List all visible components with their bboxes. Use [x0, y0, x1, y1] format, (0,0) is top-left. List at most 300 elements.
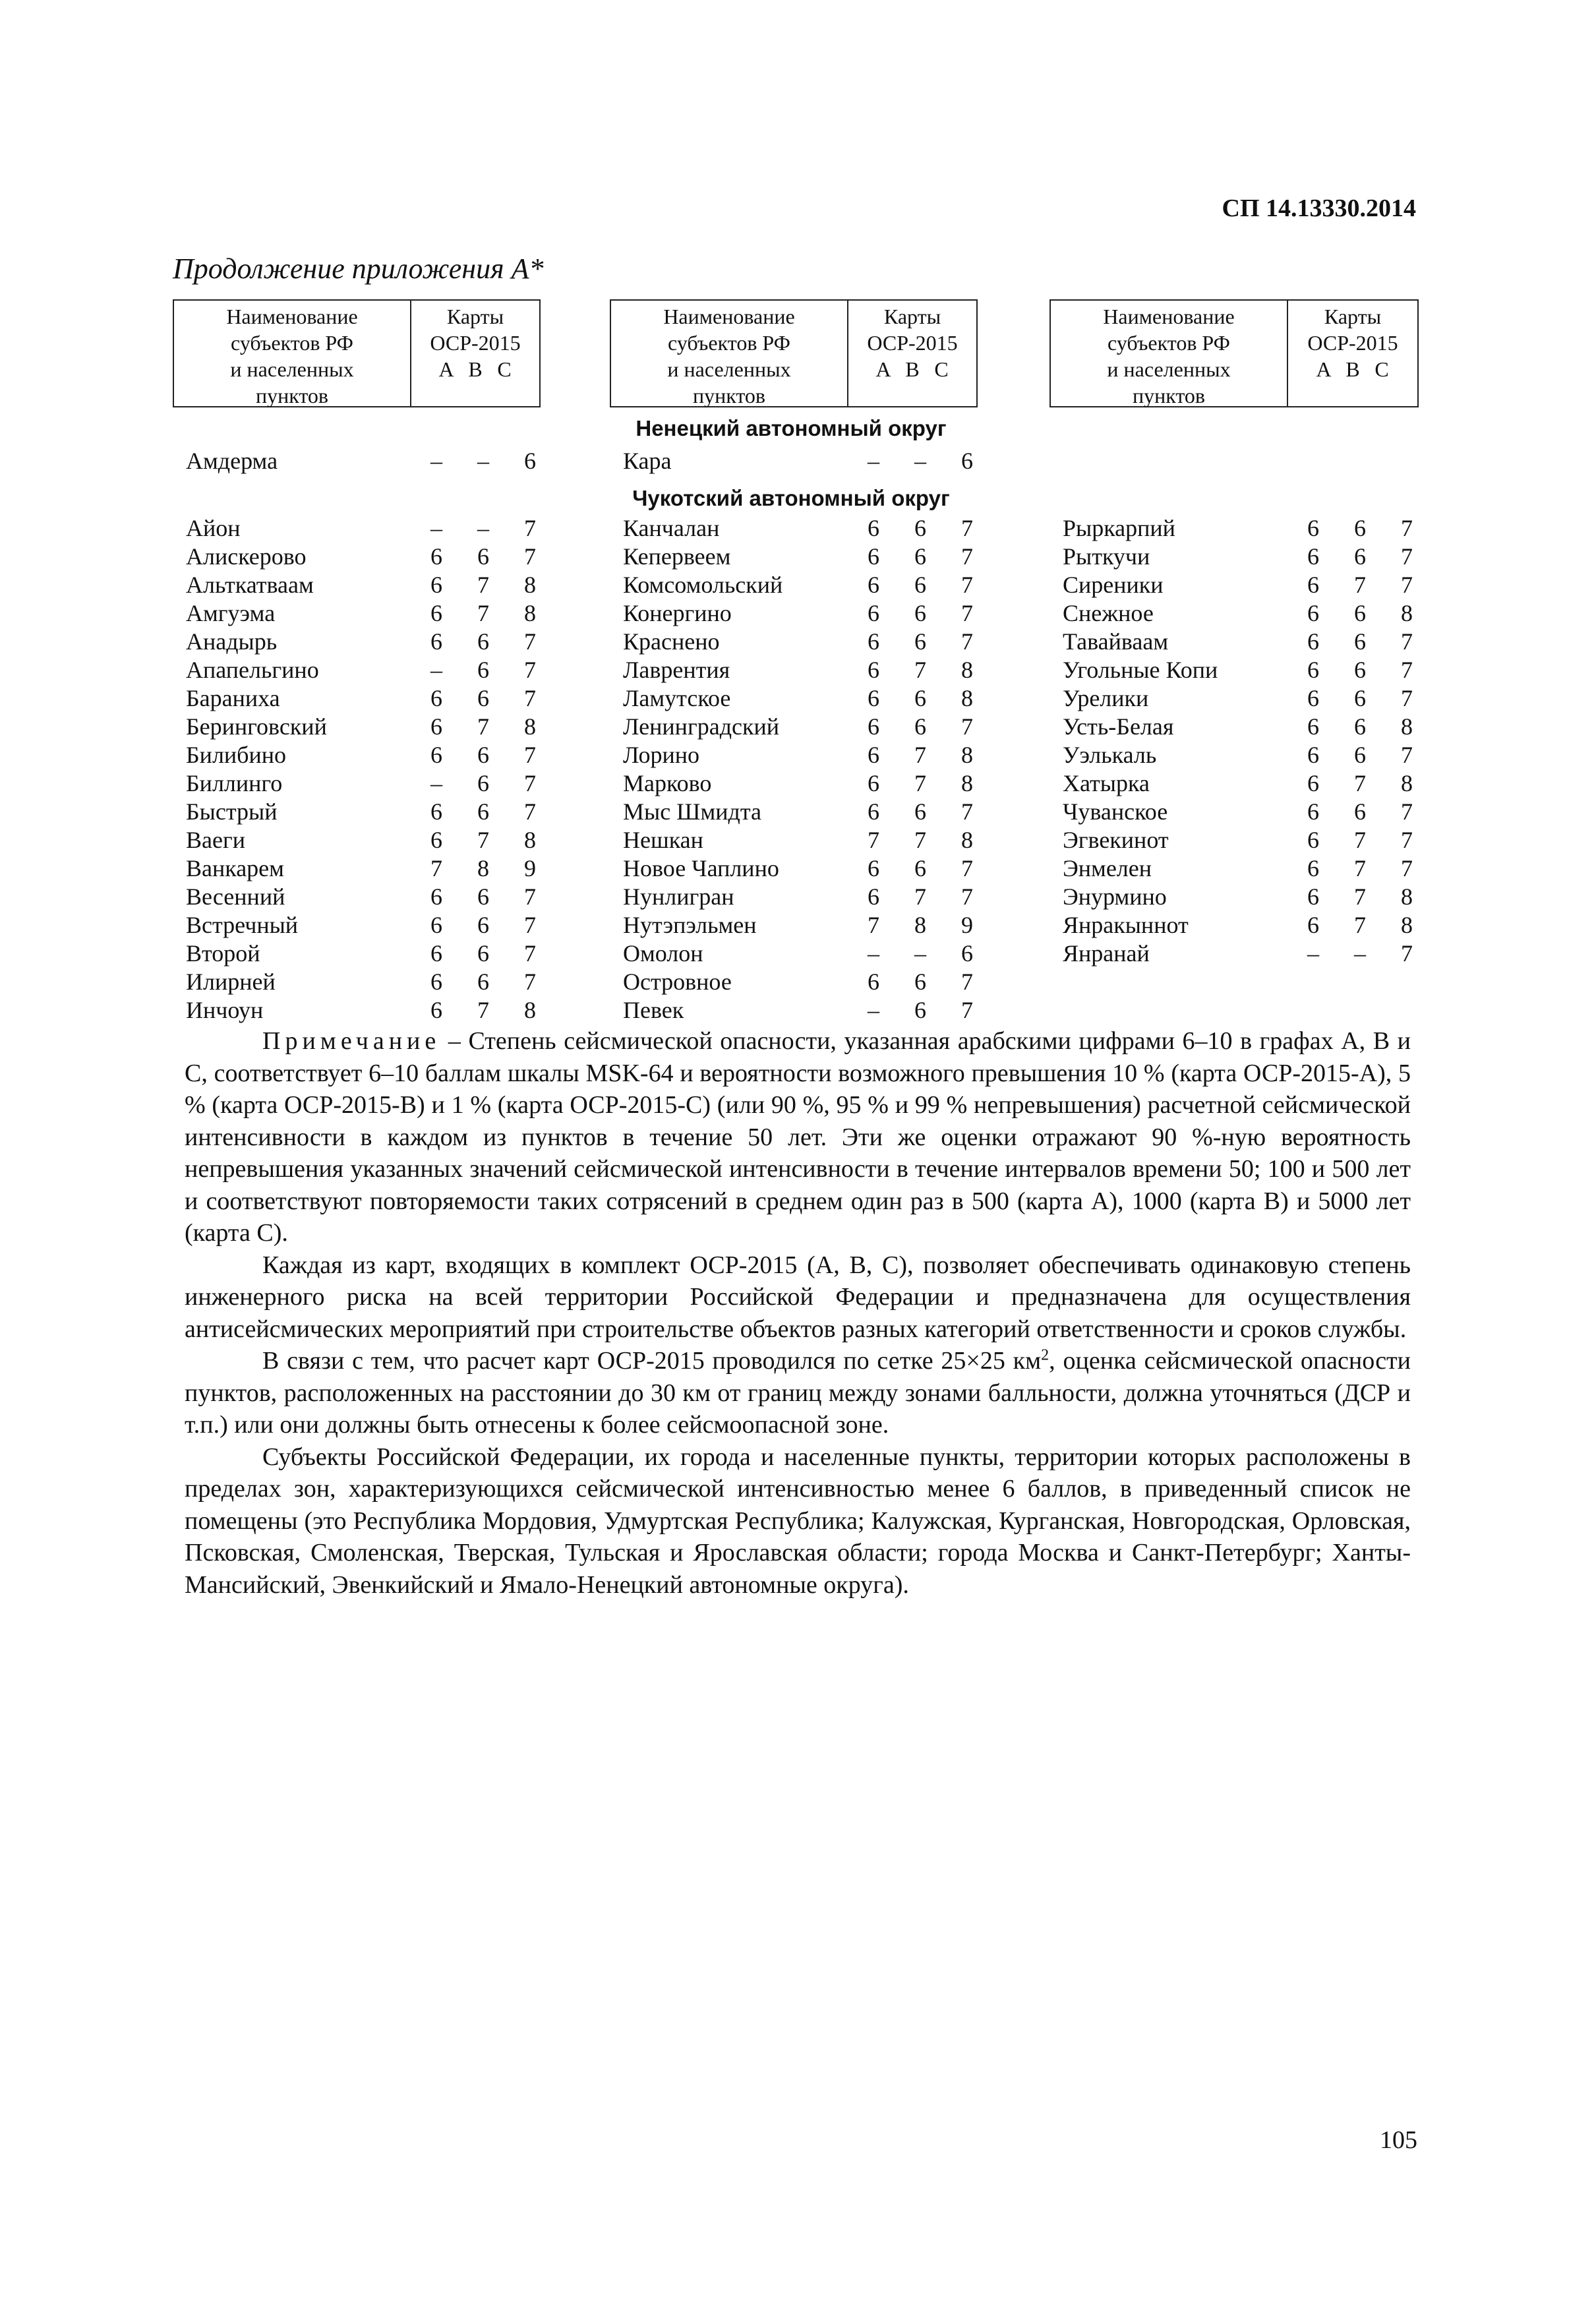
value-a: 6 [868, 855, 879, 881]
value-a: 6 [1307, 798, 1319, 825]
table-row [1063, 684, 1445, 713]
value-b: 7 [477, 572, 489, 598]
settlement-name: Нешкан [623, 827, 703, 853]
settlement-name: Кара [623, 448, 672, 474]
value-b: 6 [914, 997, 926, 1023]
table-row [1063, 741, 1445, 769]
value-b: – [1354, 940, 1366, 967]
value-b: 7 [914, 770, 926, 796]
value-b: 7 [1354, 883, 1366, 910]
value-b: 7 [914, 742, 926, 768]
table-row [623, 826, 1005, 854]
table-row [186, 447, 568, 475]
value-a: 6 [430, 628, 442, 655]
table-row [1063, 514, 1445, 543]
value-a: 6 [1307, 572, 1319, 598]
header-name-line: и населенных [667, 357, 791, 381]
note-paragraph-4: Субъекты Российской Федерации, их города и населенные пункты, территории которых расположены в пределах зон, характеризующихся сейсмической интенсивностью менее 6 баллов, в приведенный список не помещены (это Республика Мордовия, Удмуртская Республика; Калужская, Курганская, Новгородская, Орловская, Псковская, Смоленская, Тверская, Тульская и Ярославская области; города Москва и Санкт-Петербург; Ханты-Мансийский, Эвенкийский и Ямало-Ненецкий автономные округа). [185, 1443, 1411, 1599]
note-label: Примечание [262, 1027, 441, 1055]
value-c: 7 [524, 742, 536, 768]
settlement-name: Лаврентия [623, 657, 730, 683]
value-c: 7 [1401, 827, 1413, 853]
settlement-name: Энурмино [1063, 883, 1167, 910]
value-c: 7 [524, 969, 536, 995]
settlement-name: Быстрый [186, 798, 278, 825]
note-paragraph-3-end: , оценка сейсмической опасности пунктов, расположенных на расстоянии до 30 км от границ между зонами балльности, должна уточняться (ДСР и т.п.) или они должны быть отнесены к более сейсмоопасной зоне. [185, 1347, 1411, 1439]
value-b: 6 [1354, 543, 1366, 570]
table-row [186, 571, 568, 599]
value-a: 6 [1307, 742, 1319, 768]
value-b: 7 [1354, 855, 1366, 881]
settlement-name: Канчалан [623, 515, 720, 541]
value-a: 6 [868, 742, 879, 768]
value-c: 7 [524, 543, 536, 570]
value-c: 7 [1401, 798, 1413, 825]
settlement-name: Встречный [186, 912, 299, 938]
value-c: 7 [961, 855, 973, 881]
value-c: 7 [524, 883, 536, 910]
value-b: 7 [914, 657, 926, 683]
table-row [186, 911, 568, 940]
value-c: 7 [524, 770, 536, 796]
value-b: 6 [477, 912, 489, 938]
value-a: 6 [430, 600, 442, 626]
table-row [623, 883, 1005, 911]
table-row [186, 940, 568, 968]
settlement-name: Комсомольский [623, 572, 783, 598]
value-c: 9 [524, 855, 536, 881]
value-c: 7 [1401, 685, 1413, 711]
value-a: 6 [868, 685, 879, 711]
value-a: 6 [430, 997, 442, 1023]
value-c: 8 [1401, 600, 1413, 626]
header-name-line: Наименование [1103, 305, 1235, 328]
settlement-name: Тавайваам [1063, 628, 1169, 655]
header-name-line: пунктов [1132, 384, 1206, 407]
value-c: 8 [524, 827, 536, 853]
value-b: 6 [914, 798, 926, 825]
table-row [623, 514, 1005, 543]
settlement-name: Алискерово [186, 543, 307, 570]
table-row [623, 996, 1005, 1025]
table-header-3 [1049, 299, 1419, 407]
value-a: 7 [868, 827, 879, 853]
value-a: 6 [1307, 827, 1319, 853]
settlement-name: Марково [623, 770, 712, 796]
table-row [186, 968, 568, 996]
value-c: 8 [961, 770, 973, 796]
settlement-name: Амгуэма [186, 600, 276, 626]
page-number: 105 [1380, 2126, 1417, 2154]
table-row [623, 684, 1005, 713]
value-a: – [430, 770, 442, 796]
value-b: 6 [1354, 657, 1366, 683]
value-b: 7 [1354, 827, 1366, 853]
settlement-name: Илирней [186, 969, 276, 995]
settlement-name: Ванкарем [186, 855, 284, 881]
settlement-name: Ламутское [623, 685, 731, 711]
settlement-name: Беринговский [186, 713, 327, 740]
value-b: – [914, 940, 926, 967]
value-b: 7 [477, 997, 489, 1023]
table-row [623, 599, 1005, 628]
value-c: 8 [1401, 713, 1413, 740]
value-a: 6 [430, 798, 442, 825]
settlement-name: Омолон [623, 940, 703, 967]
settlement-name: Весенний [186, 883, 285, 910]
settlement-name: Энмелен [1063, 855, 1152, 881]
table-row [1063, 798, 1445, 826]
header-maps-line: Карты [1324, 305, 1382, 328]
table-row [623, 940, 1005, 968]
header-name-line: пунктов [255, 384, 329, 407]
settlement-name: Инчоун [186, 997, 264, 1023]
table-row [623, 628, 1005, 656]
value-c: 6 [961, 448, 973, 474]
value-c: 7 [1401, 515, 1413, 541]
settlement-name: Эгвекинот [1063, 827, 1169, 853]
value-b: 6 [914, 685, 926, 711]
value-c: 8 [524, 572, 536, 598]
table-row [623, 798, 1005, 826]
value-a: 7 [430, 855, 442, 881]
settlement-name: Лорино [623, 742, 700, 768]
table-row [1063, 940, 1445, 968]
value-c: 8 [961, 827, 973, 853]
settlement-name: Урелики [1063, 685, 1149, 711]
settlement-name: Новое Чаплино [623, 855, 779, 881]
settlement-name: Чуванское [1063, 798, 1168, 825]
note-paragraph-3 [185, 1345, 1411, 1441]
value-a: 6 [868, 883, 879, 910]
value-c: 7 [961, 997, 973, 1023]
header-col-a: A [1316, 357, 1332, 381]
header-name-line: Наименование [663, 305, 795, 328]
table-row [1063, 628, 1445, 656]
value-a: – [868, 997, 879, 1023]
table-row [186, 996, 568, 1025]
settlement-name: Усть-Белая [1063, 713, 1174, 740]
value-a: 6 [1307, 685, 1319, 711]
value-c: 9 [961, 912, 973, 938]
document-code: СП 14.13330.2014 [1222, 194, 1416, 222]
table-row [186, 769, 568, 798]
header-name-line: пунктов [692, 384, 766, 407]
value-b: 6 [1354, 515, 1366, 541]
table-column-2 [623, 514, 1005, 1025]
value-b: 7 [477, 827, 489, 853]
value-c: 8 [1401, 912, 1413, 938]
note-paragraph-3-start: В связи с тем, что расчет карт ОСР-2015 проводился по сетке 25×25 км [262, 1347, 1042, 1375]
table-row [186, 741, 568, 769]
settlement-name: Ленинградский [623, 713, 780, 740]
value-b: 6 [914, 572, 926, 598]
header-col-c: C [934, 357, 949, 381]
value-a: 6 [430, 543, 442, 570]
value-b: 6 [914, 543, 926, 570]
settlement-name: Апапельгино [186, 657, 319, 683]
value-a: – [1307, 940, 1319, 967]
header-name-line: и населенных [230, 357, 354, 381]
header-map-columns [1288, 356, 1417, 382]
value-c: 7 [961, 543, 973, 570]
value-b: 6 [477, 883, 489, 910]
value-a: – [868, 448, 879, 474]
value-c: 7 [1401, 628, 1413, 655]
value-a: 6 [430, 572, 442, 598]
appendix-title: Продолжение приложения А* [173, 253, 544, 285]
value-b: 6 [477, 798, 489, 825]
table-row [1063, 769, 1445, 798]
header-col-c: C [497, 357, 512, 381]
settlement-name: Бараниха [186, 685, 280, 711]
value-b: – [477, 515, 489, 541]
header-name-cell [1051, 301, 1288, 406]
settlement-name: Уэлькаль [1063, 742, 1157, 768]
header-name-cell [611, 301, 848, 406]
value-c: 6 [524, 448, 536, 474]
value-a: – [430, 448, 442, 474]
value-a: 6 [1307, 543, 1319, 570]
header-name-line: субъектов РФ [1108, 331, 1230, 355]
settlement-name: Второй [186, 940, 260, 967]
value-b: – [914, 448, 926, 474]
value-c: 7 [961, 969, 973, 995]
value-b: 8 [477, 855, 489, 881]
settlement-name: Янранай [1063, 940, 1150, 967]
value-b: 6 [477, 543, 489, 570]
value-b: 7 [477, 713, 489, 740]
region-heading-chukotka: Чукотский автономный округ [632, 486, 950, 510]
note-block [185, 1025, 1411, 1601]
value-c: 7 [1401, 543, 1413, 570]
value-c: 7 [1401, 940, 1413, 967]
settlement-name: Сиреники [1063, 572, 1164, 598]
settlement-name: Амдерма [186, 448, 278, 474]
table-row [186, 798, 568, 826]
value-c: 7 [961, 713, 973, 740]
value-c: 7 [524, 940, 536, 967]
header-col-b: B [468, 357, 483, 381]
value-b: 6 [1354, 713, 1366, 740]
table-row [1063, 826, 1445, 854]
value-b: 6 [477, 628, 489, 655]
table-row [1063, 911, 1445, 940]
value-b: 6 [914, 713, 926, 740]
header-name-line: субъектов РФ [668, 331, 790, 355]
value-b: 7 [1354, 912, 1366, 938]
value-a: 6 [1307, 515, 1319, 541]
value-b: 6 [914, 600, 926, 626]
header-maps-cell [411, 301, 539, 406]
settlement-name: Рыркарпий [1063, 515, 1175, 541]
value-b: 7 [1354, 770, 1366, 796]
table-row [186, 713, 568, 741]
settlement-name: Ваеги [186, 827, 245, 853]
value-b: – [477, 448, 489, 474]
settlement-name: Угольные Копи [1063, 657, 1218, 683]
table-row [186, 854, 568, 883]
table-row [623, 713, 1005, 741]
value-b: 6 [1354, 685, 1366, 711]
header-maps-line: Карты [446, 305, 504, 328]
settlement-name: Рыткучи [1063, 543, 1150, 570]
settlement-name: Конергино [623, 600, 732, 626]
value-a: 6 [868, 770, 879, 796]
table-column-3 [1063, 514, 1445, 968]
value-c: 7 [961, 572, 973, 598]
value-c: 7 [961, 600, 973, 626]
value-b: 6 [477, 940, 489, 967]
value-a: 6 [1307, 770, 1319, 796]
settlement-name: Айон [186, 515, 241, 541]
value-c: 7 [524, 657, 536, 683]
table-row [186, 543, 568, 571]
value-b: 7 [914, 827, 926, 853]
value-c: 7 [524, 798, 536, 825]
value-a: – [868, 940, 879, 967]
header-name-cell [174, 301, 411, 406]
table-header-2 [610, 299, 978, 407]
region-heading-nenets: Ненецкий автономный округ [635, 416, 947, 440]
value-c: 7 [961, 798, 973, 825]
value-b: 6 [477, 770, 489, 796]
value-a: 6 [1307, 600, 1319, 626]
value-b: 6 [914, 515, 926, 541]
settlement-name: Билибино [186, 742, 287, 768]
settlement-name: Мыс Шмидта [623, 798, 762, 825]
header-name-line: субъектов РФ [231, 331, 353, 355]
value-c: 7 [1401, 657, 1413, 683]
value-c: 8 [1401, 883, 1413, 910]
value-a: – [430, 657, 442, 683]
header-col-a: A [875, 357, 891, 381]
value-a: 6 [868, 515, 879, 541]
table-row [1063, 599, 1445, 628]
value-b: 6 [477, 657, 489, 683]
table-row [1063, 656, 1445, 684]
value-c: 7 [1401, 742, 1413, 768]
value-c: 7 [961, 628, 973, 655]
table-row [186, 826, 568, 854]
header-maps-line: ОСР-2015 [430, 331, 521, 355]
settlement-name: Хатырка [1063, 770, 1150, 796]
value-a: 6 [868, 657, 879, 683]
table-row [1063, 883, 1445, 911]
settlement-name: Биллинго [186, 770, 283, 796]
value-a: 6 [1307, 855, 1319, 881]
table-column-1 [186, 514, 568, 1025]
table-row [623, 854, 1005, 883]
value-a: 6 [1307, 713, 1319, 740]
value-b: 7 [1354, 572, 1366, 598]
value-c: 7 [961, 883, 973, 910]
value-b: 7 [477, 600, 489, 626]
value-c: 8 [524, 997, 536, 1023]
value-b: 6 [1354, 798, 1366, 825]
settlement-name: Анадырь [186, 628, 278, 655]
value-c: 8 [961, 742, 973, 768]
value-c: 7 [1401, 572, 1413, 598]
table-row [623, 769, 1005, 798]
value-a: – [430, 515, 442, 541]
table-row [1063, 543, 1445, 571]
value-c: 7 [961, 515, 973, 541]
value-b: 6 [477, 969, 489, 995]
value-c: 7 [524, 515, 536, 541]
value-c: 7 [524, 912, 536, 938]
table-row [623, 571, 1005, 599]
table-row [1063, 713, 1445, 741]
value-c: 8 [1401, 770, 1413, 796]
note-paragraph [185, 1025, 1411, 1249]
value-a: 6 [868, 798, 879, 825]
header-name-line: Наименование [226, 305, 358, 328]
table-column-2-top [623, 447, 1005, 475]
value-b: 6 [1354, 742, 1366, 768]
value-a: 6 [868, 969, 879, 995]
value-c: 7 [524, 628, 536, 655]
note-text: – Степень сейсмической опасности, указанная арабскими цифрами 6–10 в графах A, B и C, соответствует 6–10 баллам шкалы MSK-64 и вероятности возможного превышения 10 % (карта ОСР-2015-A), 5 % (карта ОСР-2015-B) и 1 % (карта ОСР-2015-C) (или 90 %, 95 % и 99 % непревышения) расчетной сейсмической интенсивности в каждом из пунктов в течение 50 лет. Эти же оценки отражают 90 %-ную вероятность непревышения указанных значений сейсмической интенсивности в течение интервалов времени 50; 100 и 500 лет и соответствуют повторяемости таких сотрясений в среднем один раз в 500 (карта A), 1000 (карта B) и 5000 лет (карта C). [185, 1027, 1411, 1247]
settlement-name: Нунлигран [623, 883, 734, 910]
value-b: 6 [1354, 628, 1366, 655]
value-c: 7 [1401, 855, 1413, 881]
table-row [186, 599, 568, 628]
value-b: 6 [914, 628, 926, 655]
value-a: 6 [430, 883, 442, 910]
header-maps-line: ОСР-2015 [867, 331, 958, 355]
header-col-b: B [905, 357, 920, 381]
value-a: 6 [1307, 912, 1319, 938]
table-row [623, 543, 1005, 571]
value-c: 8 [524, 600, 536, 626]
value-a: 6 [430, 940, 442, 967]
header-col-a: A [438, 357, 454, 381]
value-a: 6 [868, 713, 879, 740]
value-a: 6 [1307, 883, 1319, 910]
table-row [1063, 571, 1445, 599]
value-b: 6 [1354, 600, 1366, 626]
settlement-name: Певек [623, 997, 684, 1023]
superscript: 2 [1041, 1346, 1049, 1364]
value-c: 8 [961, 657, 973, 683]
value-b: 6 [477, 742, 489, 768]
table-row [186, 883, 568, 911]
value-a: 6 [430, 685, 442, 711]
header-map-columns [848, 356, 976, 382]
settlement-name: Янракыннот [1063, 912, 1189, 938]
table-row [623, 447, 1005, 475]
table-row [623, 656, 1005, 684]
value-b: 6 [477, 685, 489, 711]
table-row [623, 968, 1005, 996]
header-map-columns [411, 356, 539, 382]
value-b: 8 [914, 912, 926, 938]
value-b: 7 [914, 883, 926, 910]
table-row [186, 656, 568, 684]
header-maps-cell [1288, 301, 1417, 406]
table-row [1063, 854, 1445, 883]
value-a: 6 [868, 628, 879, 655]
settlement-name: Островное [623, 969, 732, 995]
value-a: 6 [430, 827, 442, 853]
value-a: 6 [430, 713, 442, 740]
value-c: 6 [961, 940, 973, 967]
value-a: 6 [430, 969, 442, 995]
header-maps-line: Карты [883, 305, 941, 328]
value-a: 6 [1307, 657, 1319, 683]
value-a: 6 [430, 912, 442, 938]
